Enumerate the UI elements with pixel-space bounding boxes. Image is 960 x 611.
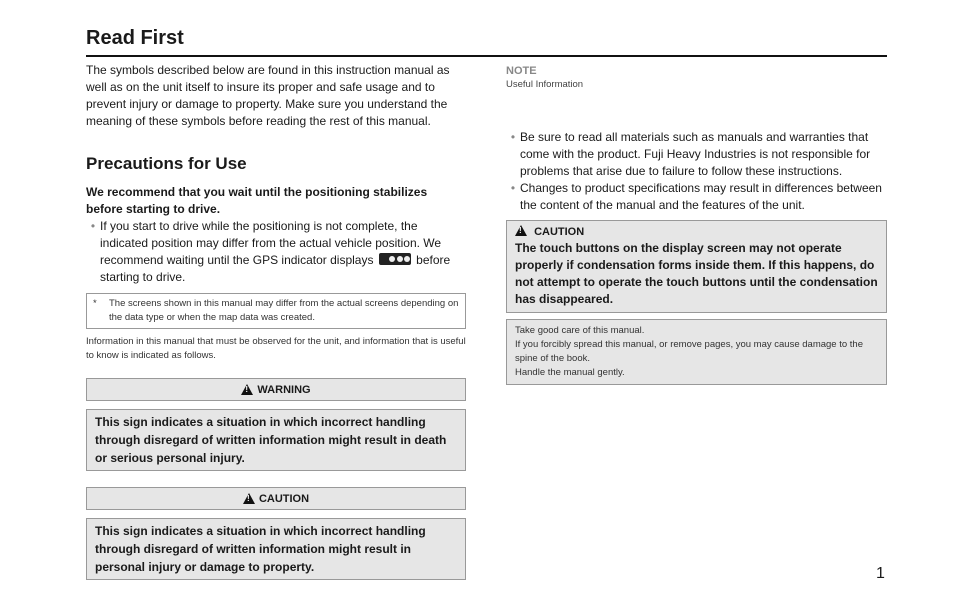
caution-triangle-icon bbox=[515, 225, 527, 236]
precautions-heading: Precautions for Use bbox=[86, 154, 247, 173]
caution-triangle-icon bbox=[243, 493, 255, 504]
precautions-bullet-text bbox=[100, 218, 466, 286]
page-number: 1 bbox=[876, 565, 885, 582]
care-line: If you forcibly spread this manual, or remove pages, you may cause damage to the spine of the book. bbox=[515, 339, 863, 364]
intro-paragraph: The symbols described below are found in this instruction manual as well as on the unit itself to insure its proper and safe usage and to prevent injury or damage to property. Make sure you understand the meaning of these symbols before reading the rest of this manual. bbox=[86, 63, 450, 128]
note-subtitle: Useful Information bbox=[506, 79, 584, 90]
condensation-caution-header bbox=[515, 225, 878, 238]
right-bullet-text: Be sure to read all materials such as manuals and warranties that come with the product. Fuji Heavy Industries is not responsible for problems that arise due to failure to follow these instructions. bbox=[520, 130, 871, 178]
caution-label: CAUTION bbox=[258, 492, 310, 505]
footnote-text: The screens shown in this manual may differ from the actual screens depending on the data type or when the map data was created. bbox=[109, 298, 459, 323]
warning-triangle-icon bbox=[241, 384, 253, 395]
warning-label: WARNING bbox=[257, 383, 311, 396]
right-column bbox=[506, 62, 887, 385]
right-bullet-2 bbox=[506, 180, 887, 214]
right-bullet-text: Changes to product specifications may result in differences between the content of the manual and the features of the unit. bbox=[520, 181, 882, 212]
caution-text: This sign indicates a situation in which incorrect handling through disregard of written information might result in personal injury or damage to property. bbox=[86, 518, 466, 580]
page-title: Read First bbox=[86, 27, 184, 49]
care-line: Handle the manual gently. bbox=[515, 367, 625, 378]
note-label: NOTE bbox=[506, 65, 537, 77]
condensation-caution-label: CAUTION bbox=[534, 226, 585, 238]
condensation-caution-text: The touch buttons on the display screen may not operate properly if condensation forms inside them. If this happens, do not attempt to operate the touch buttons until the condensation has disappeared. bbox=[515, 241, 878, 306]
bullet-text-after-icon: before starting to drive. bbox=[100, 253, 451, 284]
warning-text: This sign indicates a situation in which incorrect handling through disregard of written information might result in death or serious personal injury. bbox=[86, 409, 466, 471]
condensation-caution-box bbox=[506, 220, 887, 313]
footnote-box bbox=[86, 293, 466, 329]
precautions-bullet bbox=[86, 218, 466, 286]
gps-indicator-icon bbox=[379, 253, 411, 265]
info-paragraph: Information in this manual that must be observed for the unit, and information that is useful to know is indicated as follows. bbox=[86, 336, 466, 361]
caution-box bbox=[86, 487, 466, 580]
care-line: Take good care of this manual. bbox=[515, 325, 645, 336]
right-bullet-1 bbox=[506, 129, 887, 180]
bullet-mark: • bbox=[510, 181, 516, 195]
warning-header bbox=[86, 378, 466, 401]
precautions-lead: We recommend that you wait until the positioning stabilizes before starting to drive. bbox=[86, 185, 428, 216]
title-rule bbox=[86, 55, 887, 57]
bullet-mark: • bbox=[90, 219, 96, 233]
right-bullet-list bbox=[506, 129, 887, 214]
left-column bbox=[86, 62, 466, 580]
bullet-mark: • bbox=[510, 130, 516, 144]
manual-care-note bbox=[506, 319, 887, 385]
caution-header bbox=[86, 487, 466, 510]
warning-box bbox=[86, 378, 466, 471]
footnote-mark: * bbox=[93, 298, 97, 309]
bullet-text-before-icon: If you start to drive while the positioning is not complete, the indicated position may differ from the actual vehicle position. We recommend waiting until the GPS indicator displays bbox=[100, 219, 442, 267]
